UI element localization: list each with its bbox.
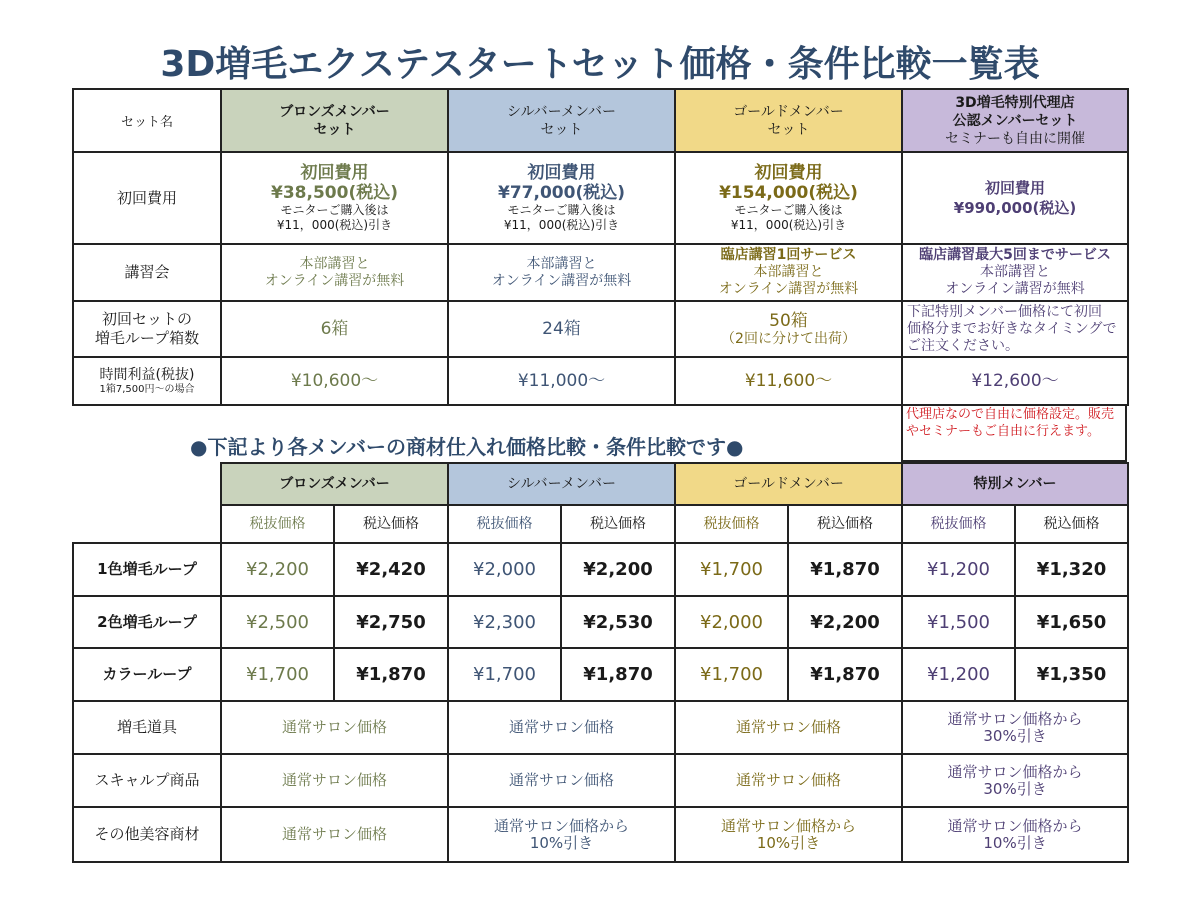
gold-tax-incl-header: 税込価格 — [788, 505, 902, 543]
price-cell: ¥1,700 — [221, 648, 334, 701]
set-name-row — [73, 89, 1128, 152]
special-initial-cost: 初回費用 ¥990,000(税込) — [902, 152, 1128, 244]
silver-tax-incl-header: 税込価格 — [561, 505, 675, 543]
set-comparison-table — [72, 88, 1129, 406]
price-cell: ¥2,500 — [221, 596, 334, 648]
silver-member-header: シルバーメンバー — [448, 463, 675, 505]
condition-cell: 通常サロン価格から 10%引き — [448, 807, 675, 862]
silver-training: 本部講習と オンライン講習が無料 — [448, 244, 675, 301]
silver-hourly-profit: ¥11,000～ — [448, 357, 675, 405]
price-cell: ¥2,200 — [561, 543, 675, 596]
table-row — [73, 648, 1128, 701]
initial-cost-label: 初回費用 — [73, 152, 221, 244]
bronze-tax-incl-header: 税込価格 — [334, 505, 448, 543]
special-set-header: 3D増毛特別代理店 公認メンバーセット セミナーも自由に開催 — [902, 89, 1128, 152]
condition-cell: 通常サロン価格 — [221, 701, 448, 754]
special-loop-boxes: 下記特別メンバー価格にて初回 価格分までお好きなタイミングで ご注文ください。 — [902, 301, 1128, 357]
training-label: 講習会 — [73, 244, 221, 301]
condition-cell: 通常サロン価格から 10%引き — [675, 807, 902, 862]
price-cell: ¥2,300 — [448, 596, 561, 648]
special-hourly-profit: ¥12,600～ — [902, 357, 1128, 405]
row-label: カラーループ — [73, 648, 221, 701]
tax-header-row — [73, 505, 1128, 543]
special-tax-excl-header: 税抜価格 — [902, 505, 1015, 543]
price-cell: ¥1,870 — [788, 648, 902, 701]
price-cell: ¥1,870 — [788, 543, 902, 596]
condition-cell: 通常サロン価格から 30%引き — [902, 754, 1128, 807]
condition-cell: 通常サロン価格から 10%引き — [902, 807, 1128, 862]
gold-set-header: ゴールドメンバー セット — [675, 89, 902, 152]
table-row — [73, 701, 1128, 754]
page-title: 3D増毛エクステスタートセット価格・条件比較一覧表 — [160, 44, 1040, 85]
price-cell: ¥1,650 — [1015, 596, 1128, 648]
condition-cell: 通常サロン価格 — [448, 701, 675, 754]
special-tax-incl-header: 税込価格 — [1015, 505, 1128, 543]
special-training: 臨店講習最大5回までサービス 本部講習と オンライン講習が無料 — [902, 244, 1128, 301]
gold-hourly-profit: ¥11,600～ — [675, 357, 902, 405]
member-header-row — [73, 463, 1128, 505]
set-name-label: セット名 — [73, 89, 221, 152]
price-cell: ¥1,200 — [902, 543, 1015, 596]
condition-cell: 通常サロン価格 — [221, 807, 448, 862]
bronze-hourly-profit: ¥10,600～ — [221, 357, 448, 405]
price-cell: ¥2,200 — [221, 543, 334, 596]
price-cell: ¥2,420 — [334, 543, 448, 596]
row-label: その他美容商材 — [73, 807, 221, 862]
condition-cell: 通常サロン価格 — [221, 754, 448, 807]
bronze-tax-excl-header: 税抜価格 — [221, 505, 334, 543]
price-cell: ¥1,200 — [902, 648, 1015, 701]
material-price-table — [72, 462, 1129, 863]
table-row — [73, 807, 1128, 862]
silver-initial-cost: 初回費用 ¥77,000(税込) モニターご購入後は ¥11，000(税込)引き — [448, 152, 675, 244]
price-cell: ¥2,200 — [788, 596, 902, 648]
price-cell: ¥1,500 — [902, 596, 1015, 648]
section-title: ●下記より各メンバーの商材仕入れ価格比較・条件比較です● — [190, 435, 744, 459]
silver-tax-excl-header: 税抜価格 — [448, 505, 561, 543]
row-label: 2色増毛ループ — [73, 596, 221, 648]
table-row — [73, 596, 1128, 648]
bronze-initial-cost: 初回費用 ¥38,500(税込) モニターご購入後は ¥11，000(税込)引き — [221, 152, 448, 244]
agency-note: 代理店なので自由に価格設定。販売やセミナーもご自由に行えます。 — [901, 404, 1127, 462]
price-cell: ¥1,870 — [334, 648, 448, 701]
condition-cell: 通常サロン価格から 30%引き — [902, 701, 1128, 754]
hourly-profit-row — [73, 357, 1128, 405]
price-cell: ¥1,870 — [561, 648, 675, 701]
condition-cell: 通常サロン価格 — [448, 754, 675, 807]
loop-boxes-label: 初回セットの 増毛ループ箱数 — [73, 301, 221, 357]
condition-cell: 通常サロン価格 — [675, 754, 902, 807]
price-cell: ¥2,000 — [448, 543, 561, 596]
initial-cost-row — [73, 152, 1128, 244]
gold-member-header: ゴールドメンバー — [675, 463, 902, 505]
price-cell: ¥1,350 — [1015, 648, 1128, 701]
silver-loop-boxes: 24箱 — [448, 301, 675, 357]
bronze-set-header: ブロンズメンバー セット — [221, 89, 448, 152]
table-row — [73, 754, 1128, 807]
row-label: 1色増毛ループ — [73, 543, 221, 596]
silver-set-header: シルバーメンバー セット — [448, 89, 675, 152]
row-label: 増毛道具 — [73, 701, 221, 754]
price-cell: ¥1,700 — [675, 648, 788, 701]
bronze-training: 本部講習と オンライン講習が無料 — [221, 244, 448, 301]
price-cell: ¥1,700 — [448, 648, 561, 701]
training-row — [73, 244, 1128, 301]
condition-cell: 通常サロン価格 — [675, 701, 902, 754]
price-cell: ¥2,530 — [561, 596, 675, 648]
loop-boxes-row — [73, 301, 1128, 357]
price-cell: ¥2,000 — [675, 596, 788, 648]
gold-loop-boxes: 50箱 （2回に分けて出荷） — [675, 301, 902, 357]
bronze-member-header: ブロンズメンバー — [221, 463, 448, 505]
table-row — [73, 543, 1128, 596]
special-member-header: 特別メンバー — [902, 463, 1128, 505]
price-cell: ¥1,700 — [675, 543, 788, 596]
bronze-loop-boxes: 6箱 — [221, 301, 448, 357]
hourly-profit-label: 時間利益(税抜) 1箱7,500円～の場合 — [73, 357, 221, 405]
row-label: スキャルプ商品 — [73, 754, 221, 807]
gold-initial-cost: 初回費用 ¥154,000(税込) モニターご購入後は ¥11，000(税込)引き — [675, 152, 902, 244]
price-cell: ¥1,320 — [1015, 543, 1128, 596]
gold-tax-excl-header: 税抜価格 — [675, 505, 788, 543]
gold-training: 臨店講習1回サービス 本部講習と オンライン講習が無料 — [675, 244, 902, 301]
price-cell: ¥2,750 — [334, 596, 448, 648]
